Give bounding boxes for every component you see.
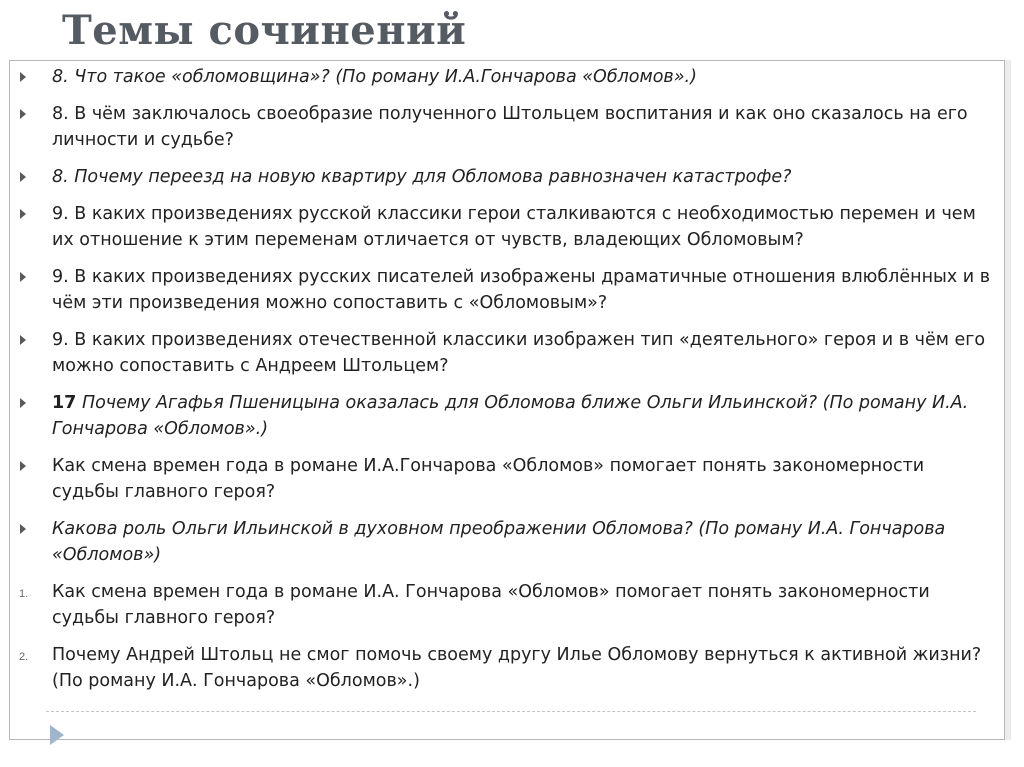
triangle-bullet-icon [20, 72, 26, 82]
triangle-bullet-icon [20, 461, 26, 471]
item-number: 1. [19, 588, 29, 600]
slide-title: Темы сочинений [62, 7, 467, 54]
item-text: Как смена времен года в романе И.А.Гончарова «Обломов» помогает понять закономерности судьбы главного героя? [52, 456, 925, 502]
item-number-bold: 17 [52, 393, 77, 413]
triangle-bullet-icon [20, 109, 26, 119]
list-item [20, 390, 995, 442]
topic-list [20, 64, 995, 705]
item-number: 2. [19, 651, 29, 663]
list-item [20, 201, 995, 253]
list-item [20, 516, 995, 568]
item-text: Почему Андрей Штольц не смог помочь своему другу Илье Обломову вернуться к активной жизни? (По роману И.А. Гончарова «Обломов».) [52, 645, 982, 691]
list-item [20, 101, 995, 153]
item-text: 9. В каких произведениях отечественной классики изображен тип «деятельного» героя и в чём его можно сопоставить с Андреем Штольцем? [52, 330, 986, 376]
play-arrow-icon [50, 725, 64, 745]
list-item [20, 327, 995, 379]
list-item [20, 264, 995, 316]
triangle-bullet-icon [20, 524, 26, 534]
triangle-bullet-icon [20, 335, 26, 345]
item-text: 9. В каких произведениях русской классики герои сталкиваются с необходимостью перемен и чем их отношение к этим переменам отличается от чувств, владеющих Обломовым? [52, 204, 976, 250]
triangle-bullet-icon [20, 172, 26, 182]
triangle-bullet-icon [20, 272, 26, 282]
item-text: 8. Почему переезд на новую квартиру для Обломова равнозначен катастрофе? [52, 167, 792, 187]
footer-divider [46, 711, 976, 712]
numbered-item [20, 579, 995, 631]
list-item [20, 453, 995, 505]
list-item [20, 164, 995, 190]
item-text: 9. В каких произведениях русских писателей изображены драматичные отношения влюблённых и в чём эти произведения можно сопоставить с «Обломовым»? [52, 267, 991, 313]
triangle-bullet-icon [20, 209, 26, 219]
item-text [52, 393, 968, 439]
item-text: 8. Что такое «обломовщина»? (По роману И.А.Гончарова «Обломов».) [52, 67, 697, 87]
side-strip [1005, 60, 1011, 740]
item-body: Почему Агафья Пшеницына оказалась для Обломова ближе Ольги Ильинской? (По роману И.А. Гончарова «Обломов».) [52, 393, 969, 439]
list-item [20, 64, 995, 90]
item-text: 8. В чём заключалось своеобразие полученного Штольцем воспитания и как оно сказалось на его личности и судьбе? [52, 104, 968, 150]
item-text: Какова роль Ольги Ильинской в духовном преображении Обломова? (По роману И.А. Гончарова «Обломов») [52, 519, 946, 565]
triangle-bullet-icon [20, 398, 26, 408]
numbered-item [20, 642, 995, 694]
item-text: Как смена времен года в романе И.А. Гончарова «Обломов» помогает понять закономерности судьбы главного героя? [52, 582, 930, 628]
